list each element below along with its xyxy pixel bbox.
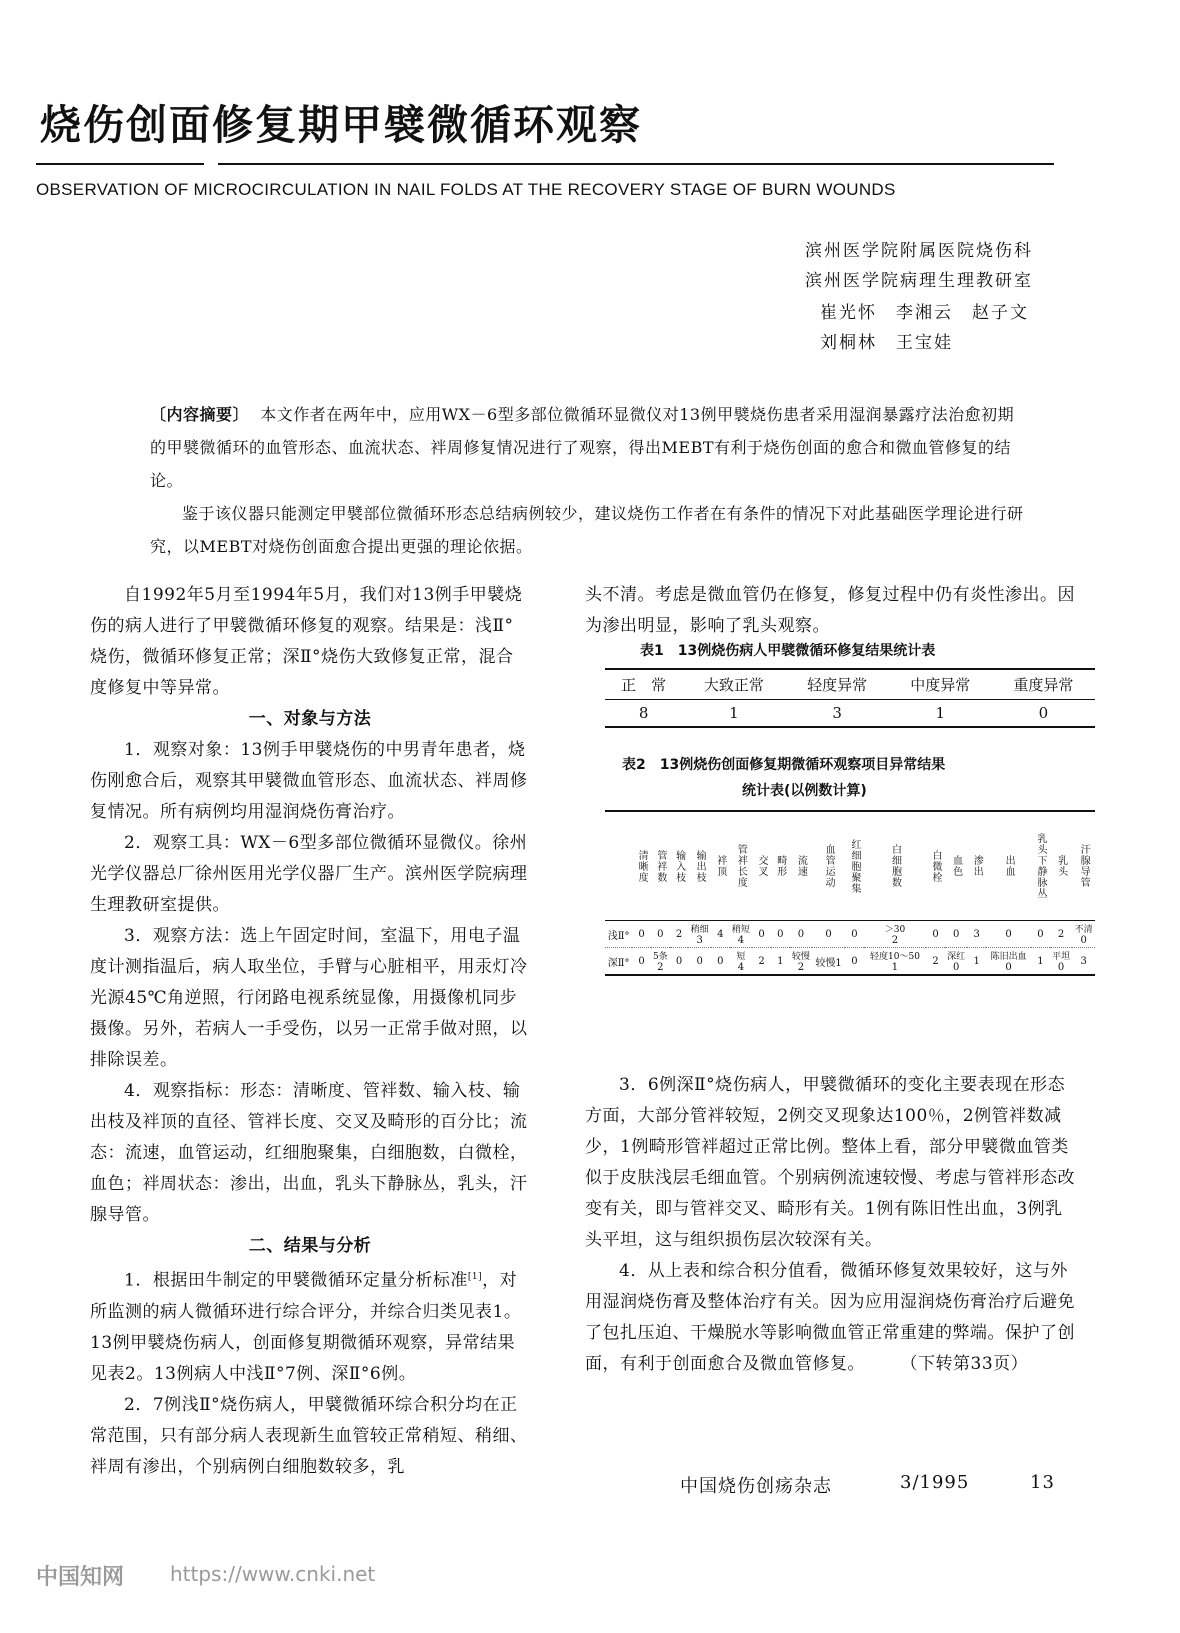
table-1 [605,668,1095,728]
table2-cell-value: 2 [891,935,899,946]
table2-caption-1: 表2 13例烧伤创面修复期微循环观察项目异常结果 [622,757,946,773]
table2-cell [945,921,968,948]
table2-cell [711,948,730,976]
table2-cell-note: 短 [736,952,746,962]
table2-cell-value: 0 [657,928,664,940]
journal-name: 中国烧伤创疡杂志 [680,1476,832,1497]
table2-cell [730,948,753,976]
table2-cell [790,921,813,948]
table2-cell-value: 0 [797,928,805,940]
table-2 [605,810,1095,976]
table2-cell-note: 陈旧出血 [990,952,1027,962]
continued-paragraph: 头不清。考虑是微血管仍在修复，修复过程中仍有炎性渗出。因为渗出明显，影响了乳头观察。 [585,585,1075,636]
table2-cell [1050,921,1073,948]
method-3: 3．观察方法：选上午固定时间，室温下，用电子温度计测指温后，病人取坐位，手臂与心脏相平，用汞灯冷光源45℃角逆照，行闭路电视系统显像，用摄像机同步摄像。另外，若病人一手受伤，以另一正常手做对照，以排除误差。 [90,926,528,1070]
table2-cell [926,948,945,976]
table2-cell [926,921,945,948]
table2-cell-value: 0 [1080,935,1087,946]
table2-cell-value: 0 [1005,962,1012,973]
table2-header: 流速 [790,811,813,921]
table2-cell [864,948,926,976]
table2-cell-value: 4 [737,962,745,973]
table2-cell-value: 3 [973,928,980,940]
affiliation-1: 滨州医学院附属医院烧伤科 [805,241,1033,261]
table2-cell [986,921,1031,948]
table2-cell [864,921,926,948]
table2-header: 血管运动 [812,811,845,921]
table2-cell [771,921,790,948]
table2-cell [670,948,689,976]
result-1-text-b: ，对所监测的病人微循环进行综合评分，并综合归类见表1。13例甲襞烧伤病人，创面修复期微循环观察，异常结果见表2。13例病人中浅Ⅱ°7例、深Ⅱ°6例。 [90,1270,522,1384]
table2-cell [632,921,651,948]
table2-cell [790,948,813,976]
table1-header: 中度异常 [889,669,992,700]
title-rule-left [36,163,204,165]
table1-header: 正 常 [605,669,682,700]
table2-cell-value: 0 [952,928,960,940]
table2-cell-value: 0 [638,928,645,940]
table1-header: 重度异常 [992,669,1095,700]
table2-cell-note: 稍细 [690,925,709,935]
table2-cell [688,921,711,948]
authors-line-1: 崔光怀 李湘云 赵子文 [820,303,1029,323]
table2-header: 交叉 [752,811,771,921]
table2-cell-value: 较慢1 [815,957,842,969]
left-column [90,580,530,1483]
table1-header: 大致正常 [682,669,785,700]
table2-cell-value: 2 [657,962,664,973]
table2-cell-value: 0 [675,955,683,967]
table2-cell-value: 4 [737,935,745,946]
table2-caption-2: 统计表(以例数计算) [742,783,867,799]
table2-cell-value: 0 [932,928,939,940]
table2-header: 白细胞数 [864,811,926,921]
table2-cell-value: 2 [797,962,805,973]
table2-cell-note: 5条 [652,952,668,962]
table2-header: 管袢长度 [730,811,753,921]
table2-cell [1031,921,1050,948]
table2-cell-value: 1 [973,955,980,967]
abstract [150,398,1030,563]
table2-header: 乳头下静脉丛 [1031,811,1050,921]
table2-header: 清晰度 [632,811,651,921]
method-1: 1．观察对象：13例手甲襞烧伤的中男青年患者，烧伤刚愈合后，观察其甲襞微血管形态、血流状态、袢周修复情况。所有病例均用湿润烧伤膏治疗。 [90,740,528,822]
table1-header: 轻度异常 [786,669,889,700]
affiliation-2: 滨州医学院病理生理教研室 [805,271,1033,291]
table2-cell [845,948,864,976]
journal-issue: 3/1995 [900,1472,970,1493]
table2-cell [711,921,730,948]
table2-header: 袢顶 [711,811,730,921]
cnki-url[interactable]: https://www.cnki.net [170,1562,376,1586]
result-2: 2．7例浅Ⅱ°烧伤病人，甲襞微循环综合积分均在正常范围，只有部分病人表现新生血管较正常稍短、稍细、袢周有渗出，个别病例白细胞数较多，乳 [90,1394,528,1477]
table2-cell [752,921,771,948]
table2-cell-value: 0 [825,928,832,940]
table2-cell-value: 2 [1057,928,1065,940]
table2-cell [670,921,689,948]
table1-cell: 0 [992,700,1095,728]
table2-cell-value: 0 [696,955,703,967]
table2-cell [945,948,968,976]
table2-header: 出血 [986,811,1031,921]
table2-header: 汗腺导管 [1072,811,1095,921]
table2-row-label: 浅Ⅱ° [605,921,632,948]
table2-cell-value: 4 [717,928,724,940]
table2-header: 白微栓 [926,811,945,921]
table2-cell [812,921,845,948]
english-title: OBSERVATION OF MICROCIRCULATION IN NAIL FOLDS AT THE RECOVERY STAGE OF BURN WOUNDS [36,180,896,199]
table2-cell [1072,948,1095,976]
table2-cell-value: 0 [777,928,784,940]
result-1 [90,1262,530,1390]
right-column-top [585,580,1075,642]
table2-cell [651,948,670,976]
table2-cell-value: 0 [952,962,960,973]
abstract-p2: 鉴于该仪器只能测定甲襞部位微循环形态总结病例较少，建议烧伤工作者在有条件的情况下对此基础医学理论进行研究，以MEBT对烧伤创面愈合提出更强的理论依据。 [150,504,1024,556]
table2-cell [651,921,670,948]
abstract-p1: 本文作者在两年中，应用WX－6型多部位微循环显微仪对13例甲襞烧伤患者采用湿润暴露疗法治愈初期的甲襞微循环的血管形态、血流状态、袢周修复情况进行了观察，得出MEBT有利于烧伤创面的愈合和微血管修复的结论。 [150,405,1015,490]
table2-cell [688,948,711,976]
table2-header: 输出枝 [688,811,711,921]
table1-caption: 表1 13例烧伤病人甲襞微循环修复结果统计表 [640,643,936,659]
title-rule-right [218,163,1054,165]
table2-corner [605,811,632,921]
table1-cell: 3 [786,700,889,728]
table2-cell [845,921,864,948]
table1-cell: 8 [605,700,682,728]
right-column-bottom [585,1070,1075,1380]
table2-cell-value: 1 [1037,955,1044,967]
table2-header: 血色 [945,811,968,921]
table2-cell-note: ＞30 [884,925,906,935]
table2-cell-value: 0 [1057,962,1065,973]
paper-title: 烧伤创面修复期甲襞微循环观察 [40,101,642,149]
table2-cell [752,948,771,976]
page-number: 13 [1030,1472,1055,1493]
table1-cell: 1 [682,700,785,728]
abstract-label: 〔内容摘要〕 [150,405,250,424]
table2-cell [967,921,986,948]
table2-cell [1050,948,1073,976]
table2-cell-value: 0 [1005,928,1012,940]
table2-cell [1072,921,1095,948]
table2-header: 管袢数 [651,811,670,921]
table2-cell [986,948,1031,976]
table2-cell-value: 1 [777,955,784,967]
table2-cell-value: 3 [1080,955,1087,967]
table1-cell: 1 [889,700,992,728]
authors-line-2: 刘桐林 王宝娃 [820,333,953,353]
table2-header: 畸形 [771,811,790,921]
table2-cell-note: 不清 [1074,925,1093,935]
citation-ref: [1] [467,1272,483,1282]
table2-cell-value: 3 [696,935,703,946]
table2-cell-note: 平坦 [1052,952,1071,962]
section-heading-methods: 一、对象与方法 [248,709,372,729]
table2-cell [812,948,845,976]
table2-cell-value: 1 [891,962,899,973]
result-4 [585,1256,1075,1380]
table2-cell [1031,948,1050,976]
table2-cell-value: 2 [675,928,683,940]
table2-cell-value: 0 [1037,928,1044,940]
table2-header: 红细胞聚集 [845,811,864,921]
table2-cell-note: 稍短 [731,925,750,935]
table2-header: 乳头 [1050,811,1073,921]
table2-header: 渗出 [967,811,986,921]
result-1-text-a: 1．根据田牛制定的甲襞微循环定量分析标准 [124,1270,468,1291]
cnki-logo: 中国知网 [36,1565,125,1590]
table2-header: 输入枝 [670,811,689,921]
result-3: 3．6例深Ⅱ°烧伤病人，甲襞微循环的变化主要表现在形态方面，大部分管袢较短，2例交叉现象达100％，2例管袢数减少，1例畸形管袢超过正常比例。整体上看，部分甲襞微血管类似于皮肤浅层毛细血管。个别病例流速较慢、考虑与管袢形态改变有关，即与管袢交叉、畸形有关。1例有陈旧性出血，3例乳头平坦，这与组织损伤层次较深有关。 [585,1075,1075,1250]
method-2: 2．观察工具：WX－6型多部位微循环显微仪。徐州光学仪器总厂徐州医用光学仪器厂生产。滨州医学院病理生理教研室提供。 [90,833,528,915]
table2-cell-note: 较慢 [791,952,810,962]
table2-cell-value: 0 [851,928,858,940]
intro-paragraph: 自1992年5月至1994年5月，我们对13例手甲襞烧伤的病人进行了甲襞微循环修复的观察。结果是：浅Ⅱ°烧伤，微循环修复正常；深Ⅱ°烧伤大致修复正常，混合度修复中等异常。 [90,585,523,698]
table2-cell [730,921,753,948]
table2-cell [771,948,790,976]
table2-cell-value: 0 [638,955,645,967]
section-heading-results: 二、结果与分析 [248,1236,372,1256]
table2-row-label: 深Ⅱ° [605,948,632,976]
table2-cell-note: 深红 [947,952,966,962]
table2-cell-note: 轻度10～50 [870,952,920,962]
method-4: 4．观察指标：形态：清晰度、管袢数、输入枝、输出枝及袢顶的直径、管袢长度、交叉及畸形的百分比；流态：流速，血管运动，红细胞聚集，白细胞数，白微栓，血色；袢周状态：渗出，出血，乳头下静脉丛，乳头，汗腺导管。 [90,1081,528,1225]
table2-cell [632,948,651,976]
result-4-text: 4．从上表和综合积分值看，微循环修复效果较好，这与外用湿润烧伤膏及整体治疗有关。因为应用湿润烧伤膏治疗后避免了包扎压迫、干燥脱水等影响微血管正常重建的弊端。保护了创面，有利于创面愈合及微血管修复。 [585,1261,1075,1374]
table2-cell-value: 0 [758,928,765,940]
table2-cell-value: 2 [932,955,939,967]
table2-cell-value: 0 [717,955,724,967]
continued-note: （下转第33页） [909,1354,1029,1374]
table2-cell-value: 2 [758,955,765,967]
table2-cell [967,948,986,976]
table2-cell-value: 0 [851,955,858,967]
